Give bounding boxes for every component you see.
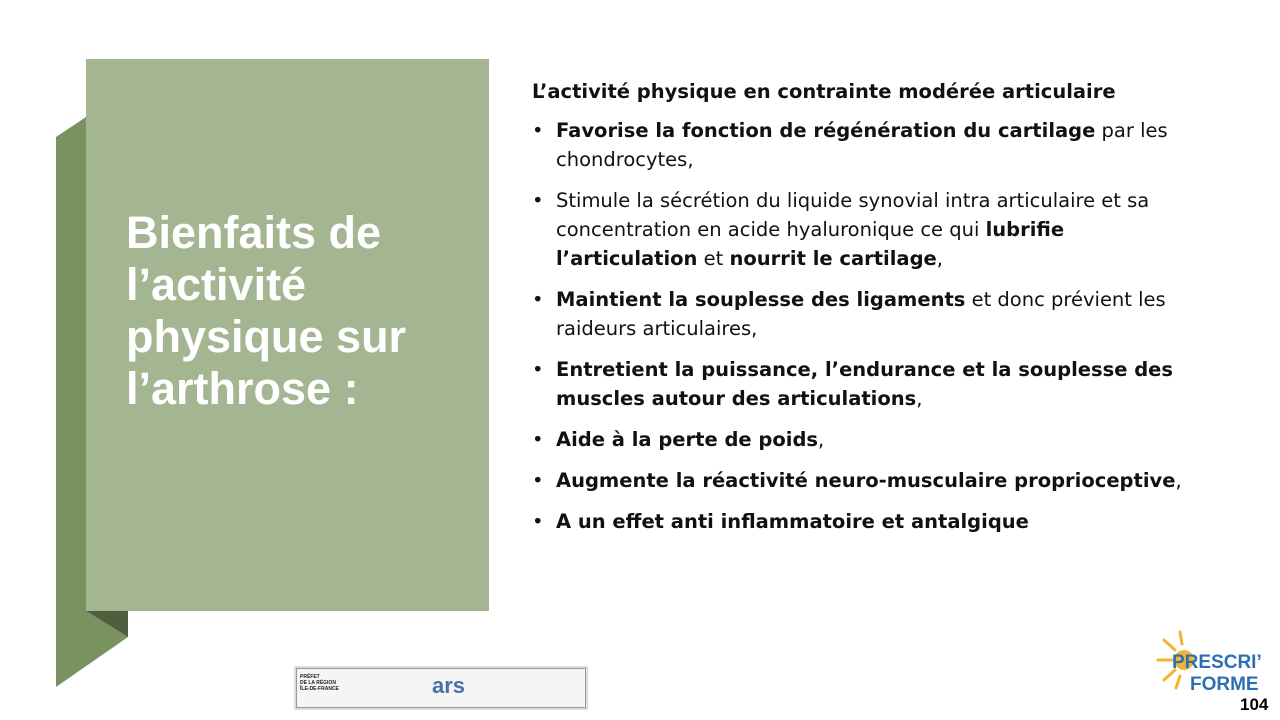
bullet-item	[532, 355, 1202, 413]
page-number: 104	[1240, 695, 1269, 714]
prefet-logo-text: PRÉFET DE LA RÉGION ÎLE-DE-FRANCE	[300, 674, 339, 692]
bold-text: Entretient la puissance, l’endurance et la souplesse des muscles autour des articulations	[556, 358, 1173, 410]
regular-text: ,	[916, 387, 923, 410]
bold-text: Favorise la fonction de régénération du cartilage	[556, 119, 1096, 142]
prescri-logo-line1: PRESCRI’	[1172, 652, 1262, 673]
regular-text: Stimule la sécrétion du liquide synovial intra articulaire et sa concentration en acide hyaluronique ce qui	[556, 189, 1150, 241]
bold-text: Aide à la perte de poids	[556, 428, 819, 451]
bold-text: nourrit le cartilage	[729, 247, 937, 270]
prescri-logo-line2: FORME	[1190, 674, 1259, 695]
bullet-item	[532, 425, 1202, 454]
ars-logo: ars	[432, 673, 466, 698]
bullet-item	[532, 466, 1202, 495]
bullet-item	[532, 186, 1202, 273]
regular-text: et donc prévient les raideurs articulaires,	[556, 288, 1166, 340]
bullet-item	[532, 285, 1202, 343]
regular-text: ,	[936, 247, 943, 270]
regular-text: par les chondrocytes,	[556, 119, 1168, 171]
bold-text: Maintient la souplesse des ligaments	[556, 288, 966, 311]
intro-text: L’activité physique en contrainte modérée articulaire	[532, 80, 1116, 103]
slide-title: Bienfaits de l’activité physique sur l’arthrose :	[126, 207, 407, 414]
bullet-list	[532, 116, 1202, 536]
regular-text: et	[697, 247, 730, 270]
bold-text: A un effet anti inflammatoire et antalgique	[556, 510, 1029, 533]
bullet-item	[532, 116, 1202, 174]
bold-text: lubrifie l’articulation	[556, 218, 1065, 270]
regular-text: ,	[1175, 469, 1182, 492]
content-area	[532, 78, 1202, 548]
bold-text: Augmente la réactivité neuro-musculaire proprioceptive	[556, 469, 1176, 492]
regular-text: ,	[818, 428, 825, 451]
bullet-item	[532, 507, 1202, 536]
